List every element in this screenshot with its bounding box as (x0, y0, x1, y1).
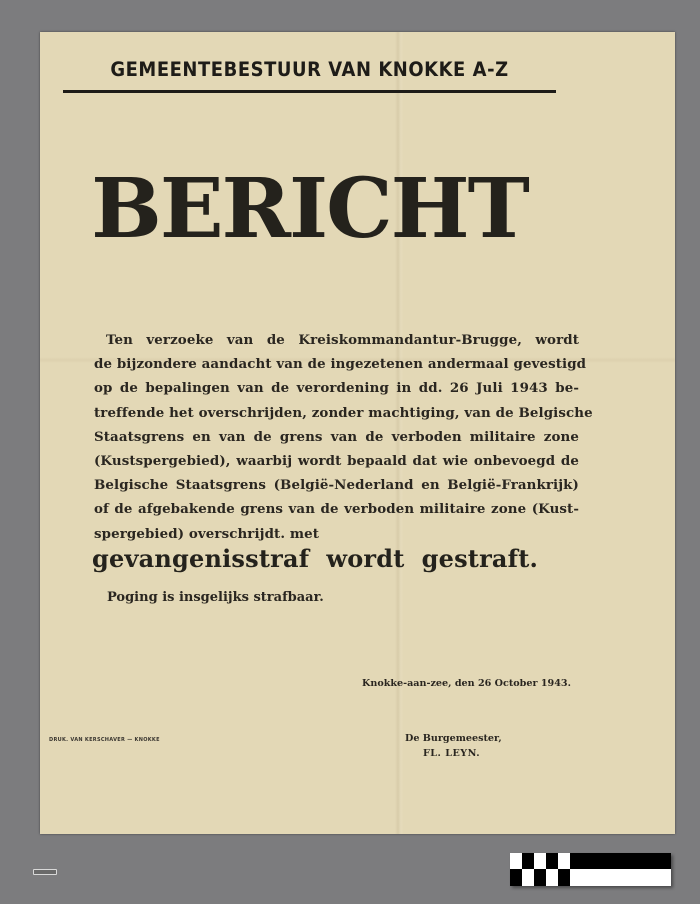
attempt-note: Poging is insgelijks strafbaar. (107, 590, 324, 605)
notice-body (94, 328, 593, 546)
body-line: de bijzondere aandacht van de ingezetenen andermaal gevestigd (94, 356, 587, 373)
body-line: op de bepalingen van de verordening in dd. 26 Juli 1943 be- (94, 380, 579, 397)
municipality-header: GEMEENTEBESTUUR VAN KNOKKE A-Z (110, 58, 509, 81)
printer-imprint: DRUK. VAN KERSCHAVER — KNOKKE (49, 737, 160, 743)
body-line: Belgische Staatsgrens (België-Nederland en België-Frankrijk) (94, 477, 579, 494)
color-scale-bar (510, 853, 671, 886)
paper-clip-icon (33, 869, 57, 875)
signatory-name: FL. LEYN. (423, 748, 481, 759)
body-line: treffende het overschrijden, zonder machtiging, van de Belgische (94, 404, 593, 421)
body-line: Staatsgrens en van de grens van de verboden militaire zone (94, 428, 579, 445)
body-line: Ten verzoeke van de Kreiskommandantur-Brugge, wordt (106, 332, 579, 348)
body-line: of de afgebakende grens van de verboden militaire zone (Kust- (94, 501, 579, 518)
poster-title: BERICHT (91, 161, 528, 257)
penalty-statement: gevangenisstraf wordt gestraft. (92, 544, 539, 573)
body-line: spergebied) overschrijdt. met (94, 525, 320, 542)
body-line: (Kustspergebied), waarbij wordt bepaald dat wie onbevoegd de (94, 453, 579, 470)
signatory-title: De Burgemeester, (405, 733, 502, 744)
place-date: Knokke-aan-zee, den 26 October 1943. (362, 678, 571, 689)
header-underline (63, 90, 556, 93)
